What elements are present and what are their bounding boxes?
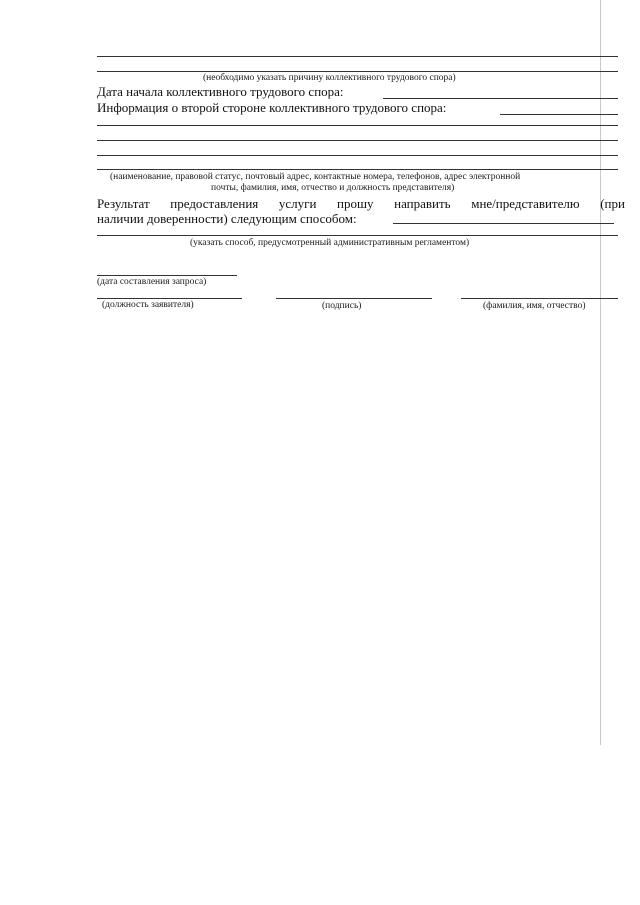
second-party-label: Информация о второй стороне коллективного трудового спора:: [97, 100, 447, 115]
result-word: предоставления: [170, 196, 259, 211]
result-line-2: наличии доверенности) следующим способом:: [97, 211, 357, 226]
method-caption: (указать способ, предусмотренный административным регламентом): [190, 238, 470, 248]
result-line-1: [97, 196, 625, 211]
result-word: направить: [394, 196, 451, 211]
dispute-start-label: Дата начала коллективного трудового спора:: [97, 84, 344, 99]
result-method-field-line: [393, 223, 614, 224]
date-caption: (дата составления запроса): [97, 277, 207, 287]
date-line: [97, 275, 237, 276]
method-line: [97, 235, 618, 236]
second-party-line-2: [97, 140, 618, 141]
signature-line: [276, 298, 432, 299]
reason-line-2: [97, 71, 618, 72]
result-word: мне/представителю: [471, 196, 580, 211]
result-word: Результат: [97, 196, 150, 211]
name-caption: (фамилия, имя, отчество): [483, 301, 586, 311]
result-word: (при: [600, 196, 625, 211]
reason-line-1: [97, 56, 618, 57]
position-caption: (должность заявителя): [102, 300, 194, 310]
second-party-caption-2: почты, фамилия, имя, отчество и должность представителя): [211, 183, 455, 193]
second-party-line-1: [97, 125, 618, 126]
dispute-start-field-line: [383, 98, 618, 99]
second-party-caption-1: (наименование, правовой статус, почтовый адрес, контактные номера, телефонов, адрес электронной: [110, 172, 521, 182]
scan-edge-line: [600, 0, 601, 745]
result-word: услуги: [278, 196, 317, 211]
signature-caption: (подпись): [322, 301, 362, 311]
reason-caption: (необходимо указать причину коллективного трудового спора): [203, 73, 456, 83]
second-party-line-3: [97, 155, 618, 156]
result-word: прошу: [337, 196, 374, 211]
second-party-field-line: [500, 114, 618, 115]
position-line: [97, 298, 242, 299]
second-party-line-4: [97, 169, 618, 170]
name-line: [461, 298, 618, 299]
